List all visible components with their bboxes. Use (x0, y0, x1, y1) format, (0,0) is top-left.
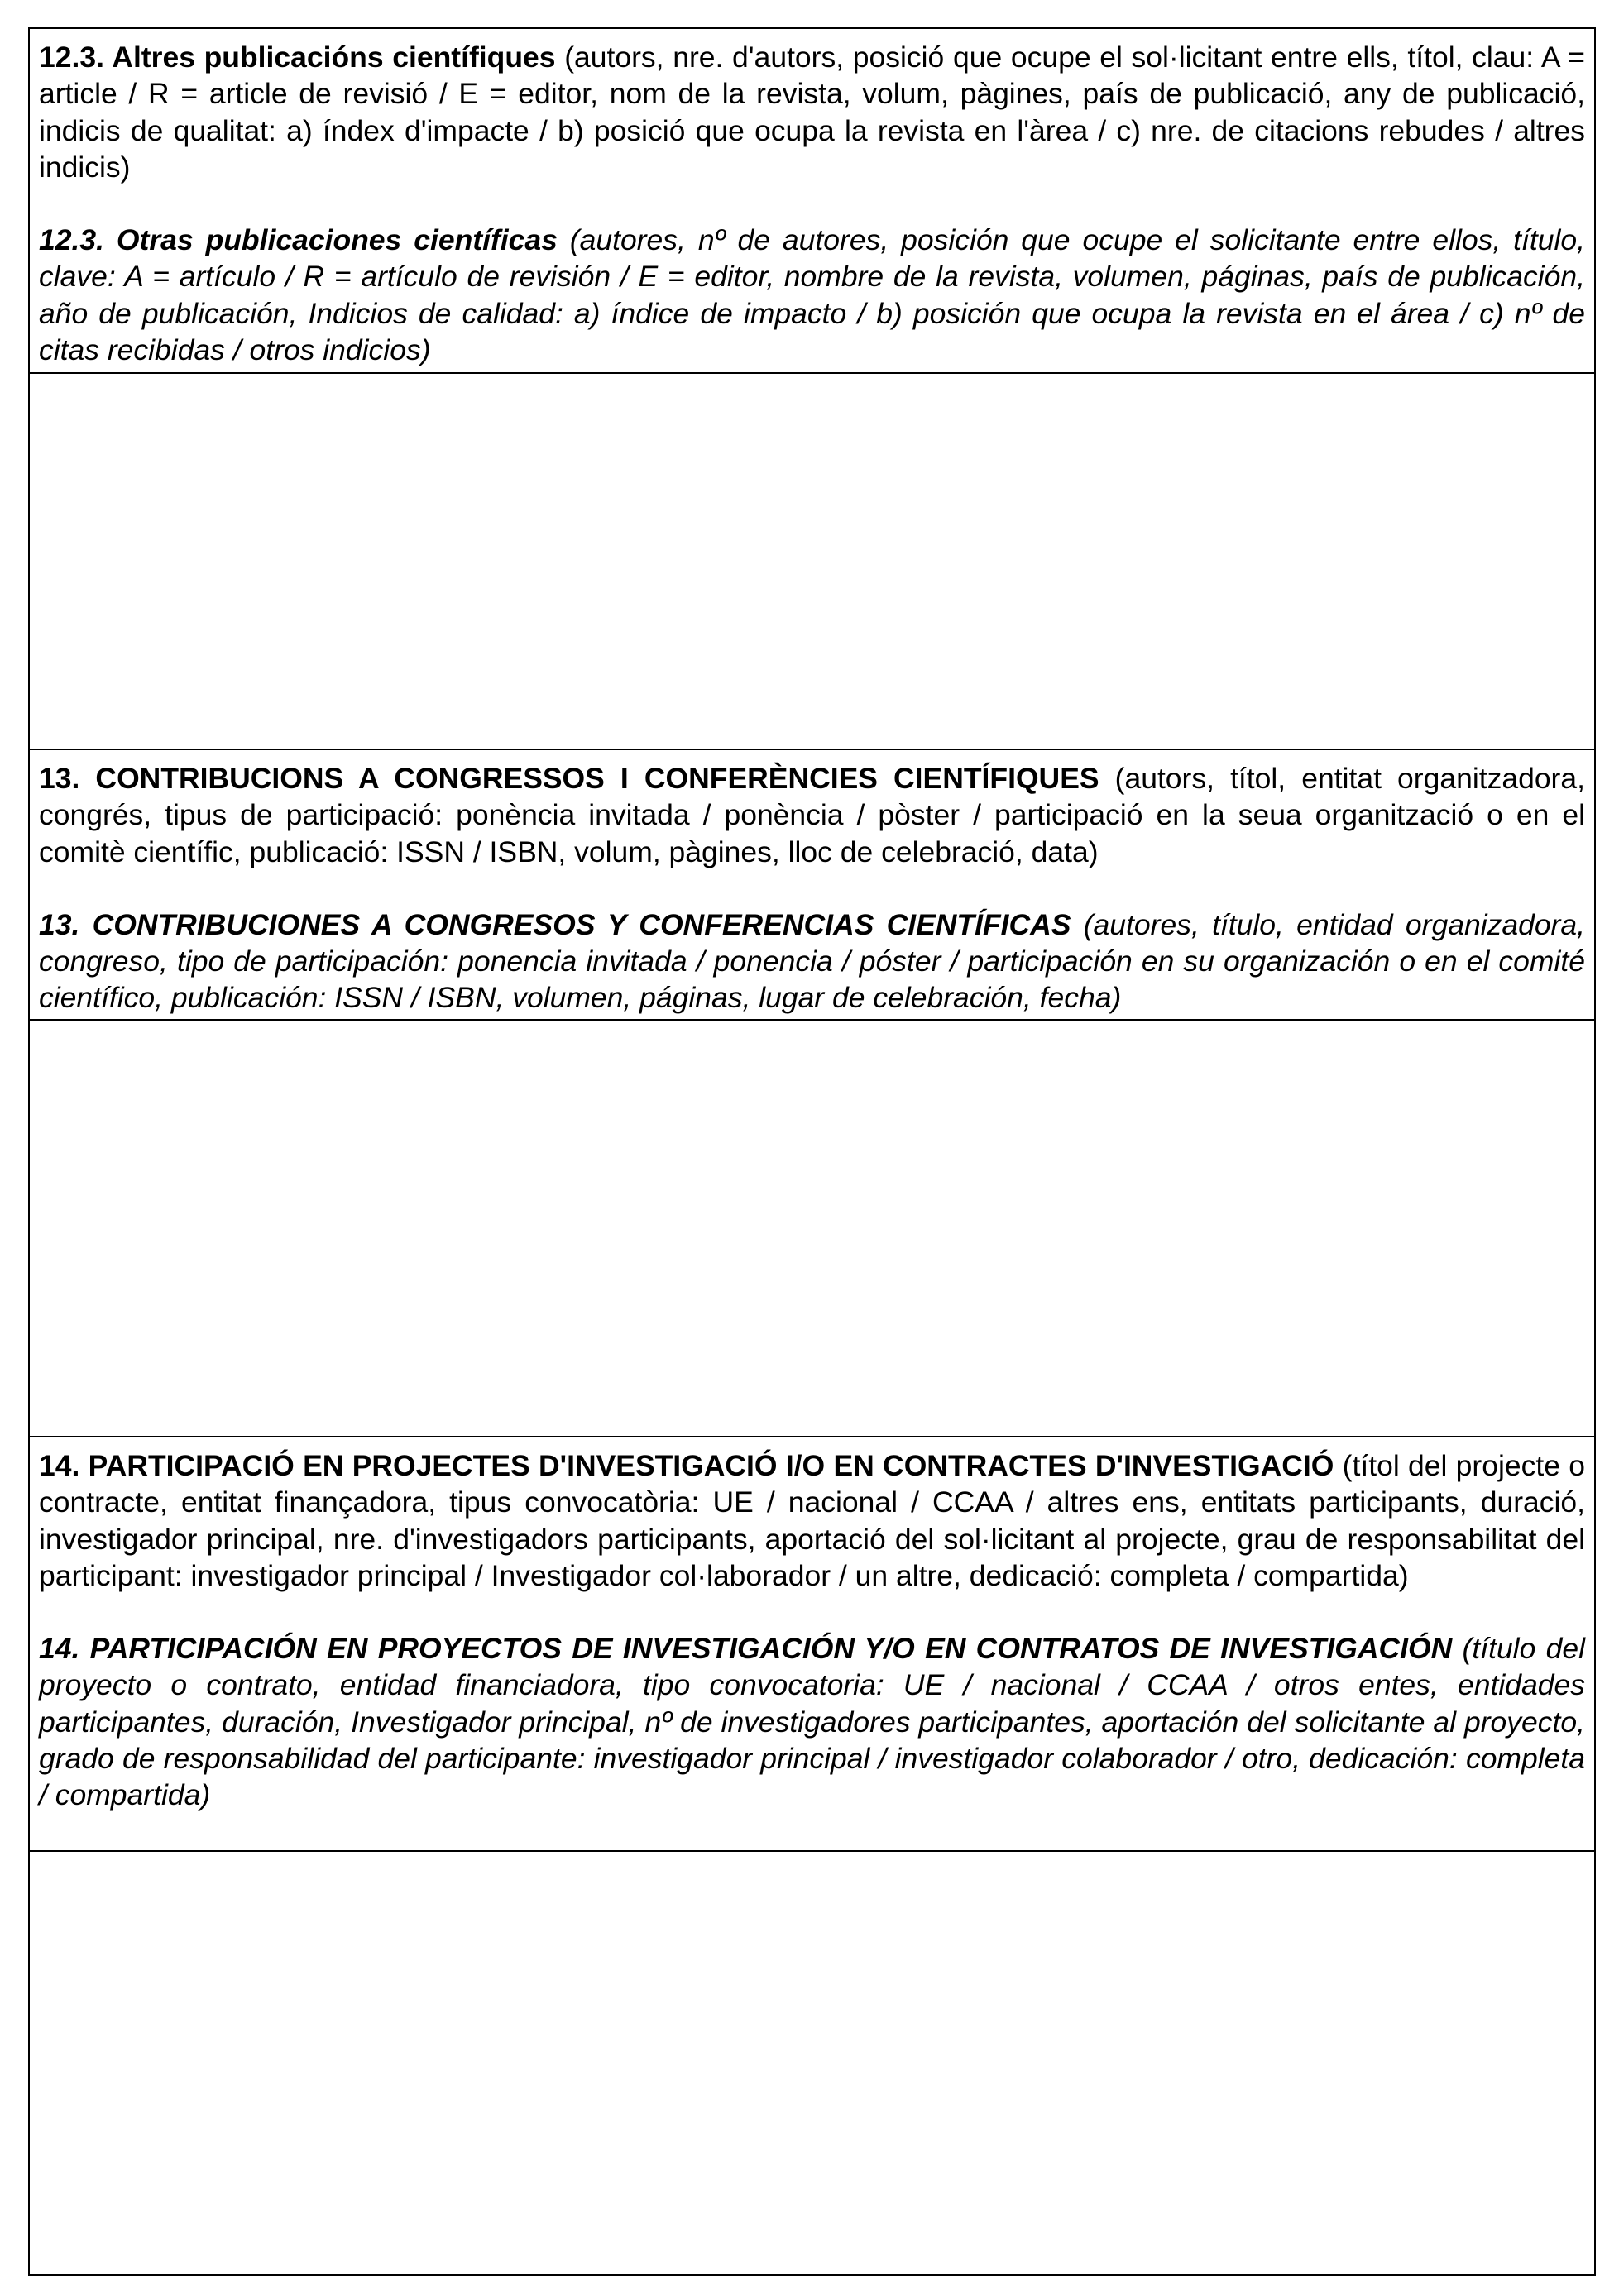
section-12-3-catalan-title: 12.3. Altres publicacións científiques (39, 41, 556, 74)
section-12-3-answer-field[interactable] (30, 374, 1594, 750)
section-14-header-cell (30, 1437, 1594, 1822)
section-12-3-header-cell (30, 29, 1594, 376)
section-14-catalan-title: 14. PARTICIPACIÓ EN PROJECTES D'INVESTIGACIÓ I/O EN CONTRACTES D'INVESTIGACIÓ (39, 1449, 1334, 1482)
section-14-catalan-text (39, 1447, 1585, 1594)
section-12-3-spanish-title: 12.3. Otras publicaciones científicas (39, 223, 558, 257)
form-table (28, 27, 1596, 2276)
section-12-3-catalan-description: (autors, nre. d'autors, posició que ocupe el sol·licitant entre ells, títol, clau: A = article / R = article de revisió / E = editor, nom de la revista, volum, pàgines, país de publicació, any de publicació, indicis de qualitat: a) índex d'impacte / b) posició que ocupa la revista en l'àrea / c) nre. de citacions rebudes / altres indicis) (39, 41, 1585, 184)
section-14-spanish-text (39, 1630, 1585, 1813)
section-12-3-header (30, 29, 1594, 374)
section-13-spanish-description: (autores, título, entidad organizadora, congreso, tipo de participación: ponencia invitada / ponencia / póster / participación en su organización o en el comité científico, publicación: ISSN / ISBN, volumen, páginas, lugar de celebración, fecha) (39, 907, 1585, 1015)
section-13-header (30, 750, 1594, 1021)
section-13-catalan-description: (autors, títol, entitat organitzadora, congrés, tipus de participació: ponència invitada / ponència / pòster / participació en la seua organització o en el comitè científic, publicació: ISSN / ISBN, volum, pàgines, lloc de celebració, data) (39, 762, 1585, 868)
section-14-header (30, 1437, 1594, 1852)
section-12-3-spanish-text (39, 222, 1585, 368)
section-13-catalan-text (39, 760, 1585, 870)
section-14-spanish-title: 14. PARTICIPACIÓN EN PROYECTOS DE INVESTIGACIÓN Y/O EN CONTRATOS DE INVESTIGACIÓN (39, 1632, 1453, 1666)
section-12-3-catalan-text (39, 39, 1585, 185)
section-13-spanish-title: 13. CONTRIBUCIONES A CONGRESOS Y CONFERENCIAS CIENTÍFICAS (39, 907, 1071, 941)
section-12-3-spanish-description: (autores, nº de autores, posición que ocupe el solicitante entre ellos, título, clave: A = artículo / R = artículo de revisión / E = editor, nombre de la revista, volumen, páginas, país de publicación, año de publicación, Indicios de calidad: a) índice de impacto / b) posición que ocupa la revista en el área / c) nº de citas recibidas / otros indicios) (39, 223, 1585, 367)
section-14-catalan-description: (títol del projecte o contracte, entitat finançadora, tipus convocatòria: UE / nacional / CCAA / altres ens, entitats participants, duració, investigador principal, nre. d'investigadors participants, aportació del sol·licitant al projecte, grau de responsabilitat del participant: investigador principal / Investigador col·laborador / un altre, dedicació: completa / compartida) (39, 1449, 1585, 1592)
section-13-header-cell (30, 750, 1594, 1025)
section-14-spanish-description: (título del proyecto o contrato, entidad financiadora, tipo convocatoria: UE / nacional / CCAA / otros entes, entidades participantes, duración, Investigador principal, nº de investigadores participantes, aportación del solicitante al proyecto, grado de responsabilidad del participante: investigador principal / investigador colaborador / otro, dedicación: completa / compartida) (39, 1632, 1585, 1812)
section-14-answer-field[interactable] (30, 1852, 1594, 2274)
section-13-catalan-title: 13. CONTRIBUCIONS A CONGRESSOS I CONFERÈNCIES CIENTÍFIQUES (39, 762, 1099, 795)
section-13-spanish-text (39, 906, 1585, 1016)
section-13-answer-field[interactable] (30, 1021, 1594, 1437)
